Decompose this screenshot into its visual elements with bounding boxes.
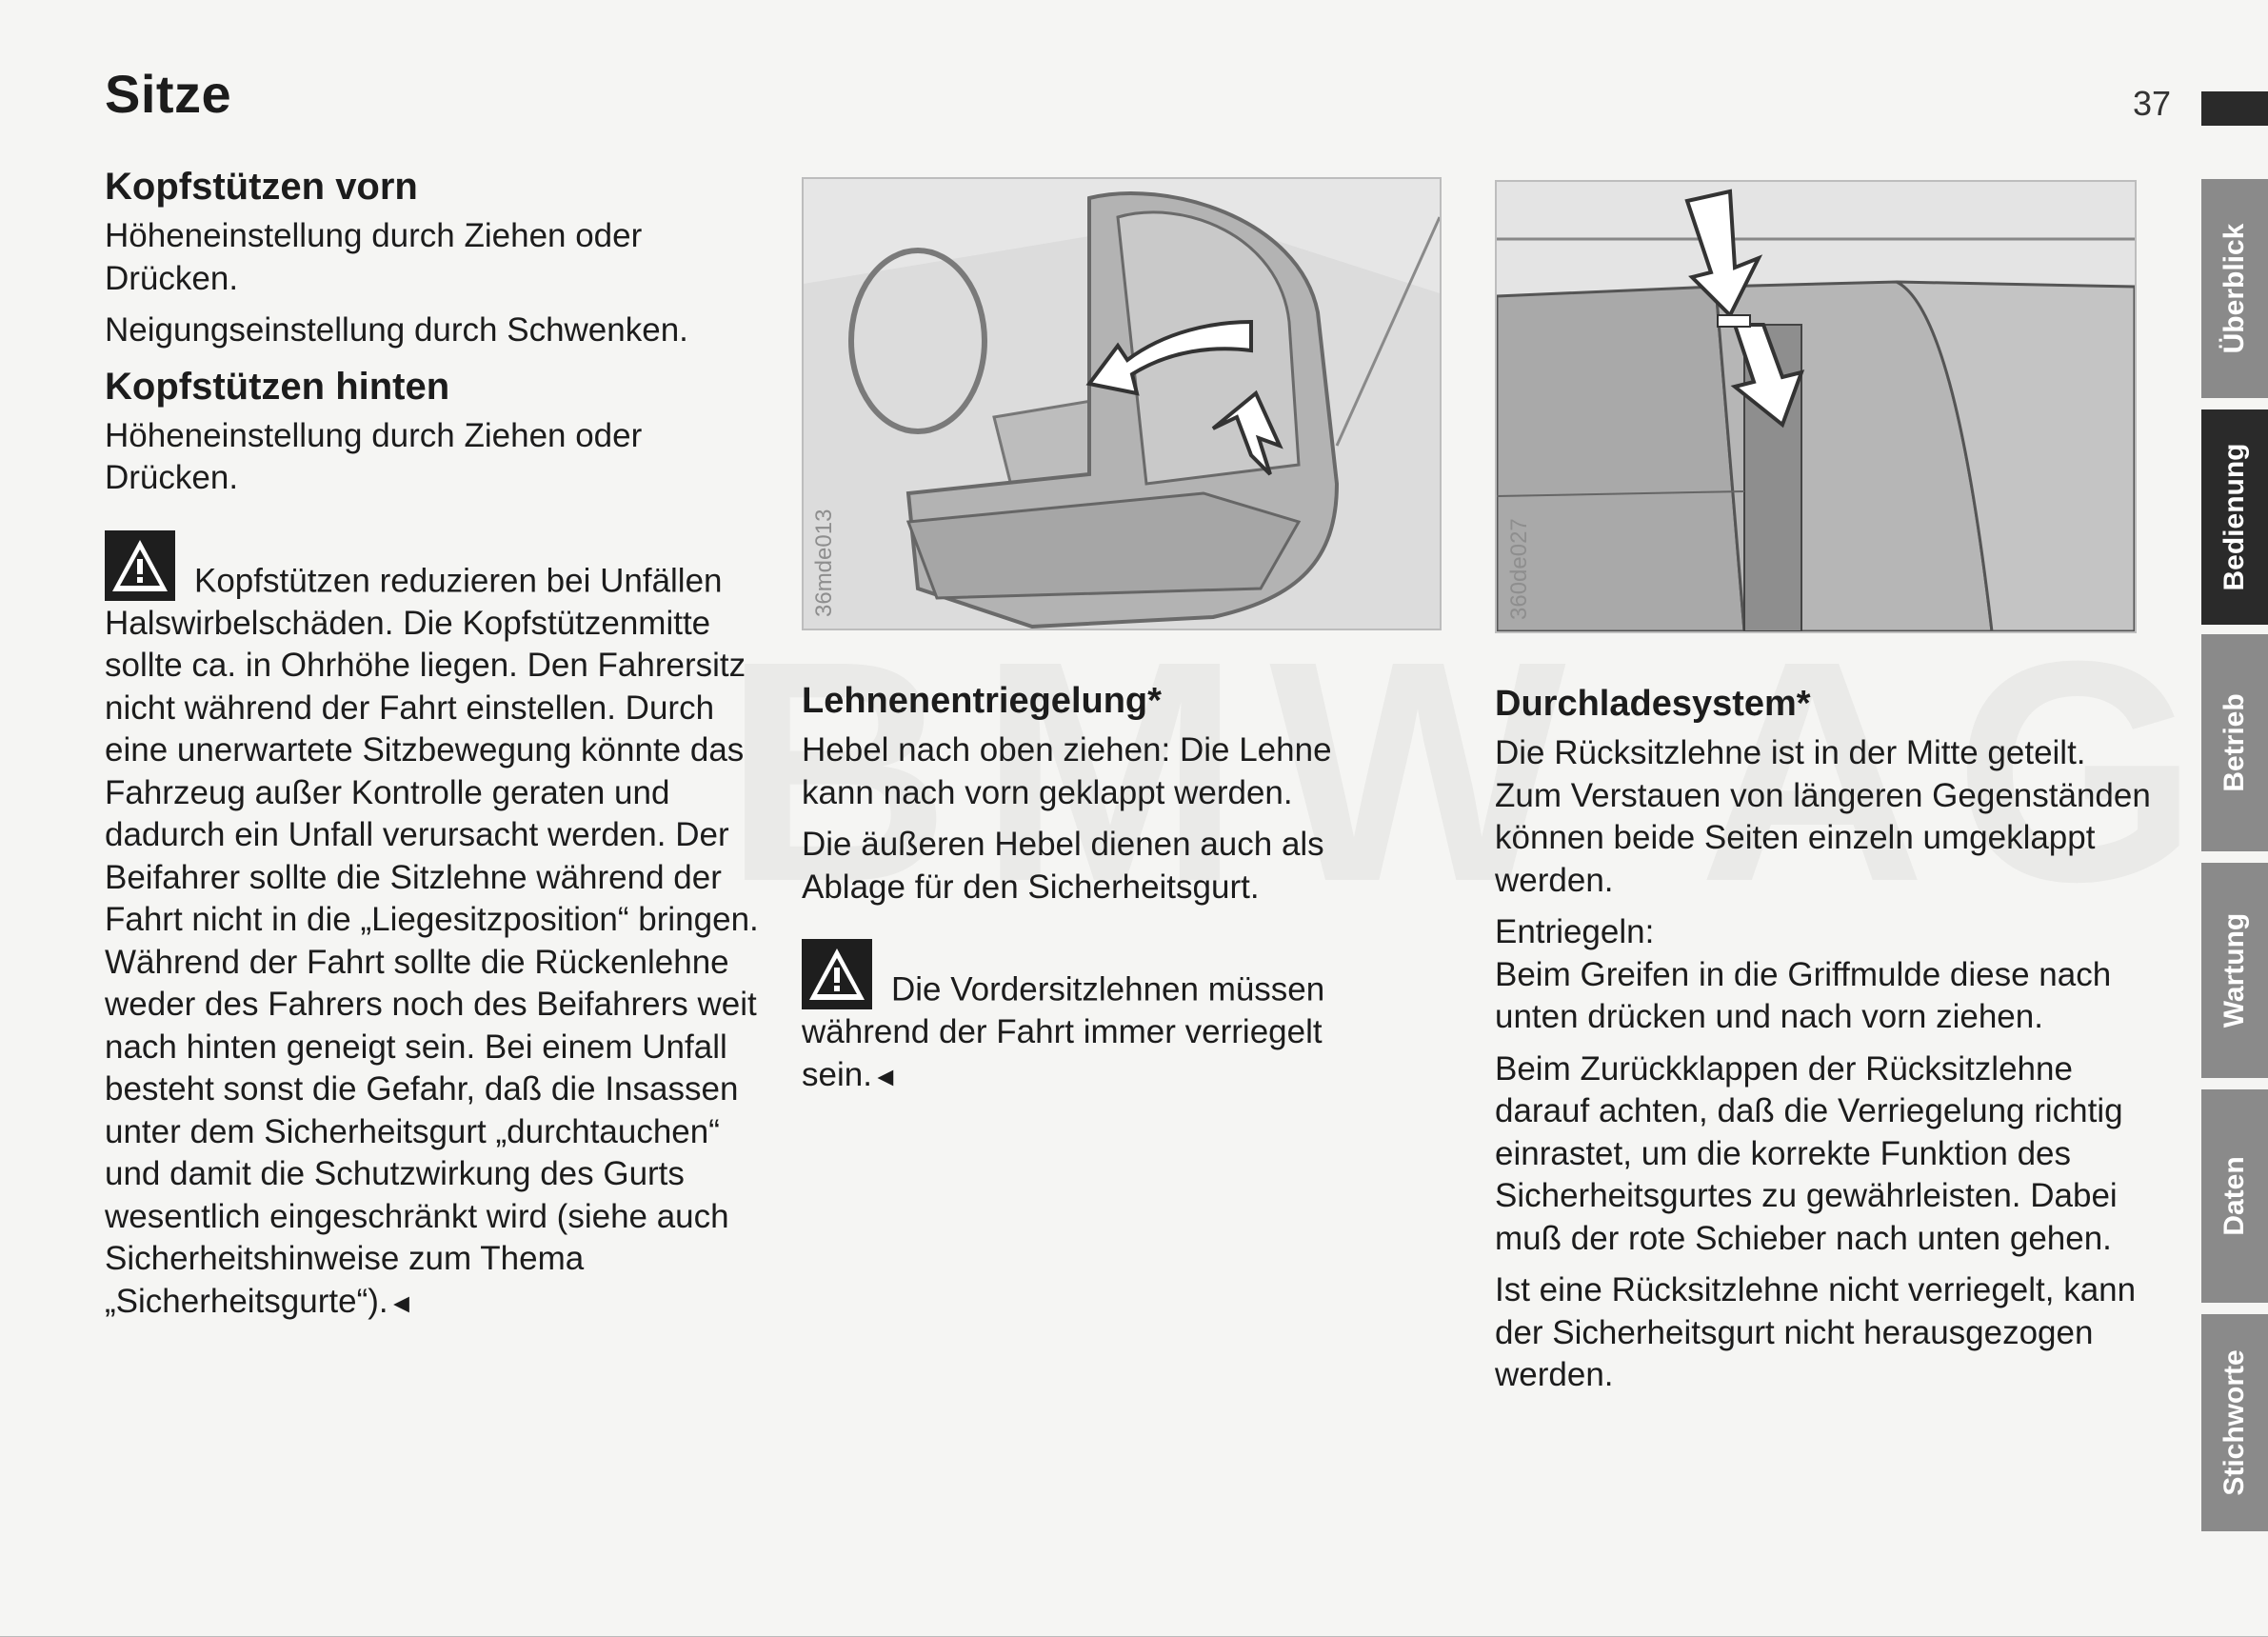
warning-backrest-text: Die Vordersitzlehnen müssen während der Fahrt immer verriegelt sein.	[802, 970, 1325, 1093]
tab-wartung[interactable]	[2201, 863, 2268, 1078]
warning-backrest	[802, 941, 1411, 1098]
heading-backrest-release: Lehnenentriegelung*	[802, 681, 1162, 721]
heading-rear-headrests: Kopfstützen hinten	[105, 365, 450, 408]
tab-label: Stichworte	[2218, 1349, 2250, 1496]
paragraph-front-height: Höheneinstellung durch Ziehen oder Drücken.	[105, 217, 643, 297]
heading-front-headrests: Kopfstützen vorn	[105, 166, 418, 208]
figure-rear-seat	[1495, 180, 2137, 633]
page-number: 37	[2133, 84, 2172, 123]
warning-triangle-icon	[105, 530, 175, 601]
paragraph-not-locked: Ist eine Rücksitzlehne nicht verriegelt, kann der Sicherheitsgurt nicht herausgezogen werden.	[1495, 1271, 2137, 1393]
paragraph-lever: Hebel nach oben ziehen: Die Lehne kann nach vorn geklappt werden.	[802, 731, 1332, 811]
figure-code: 36mde013	[811, 509, 837, 617]
heading-loading-system: Durchladesystem*	[1495, 684, 1811, 724]
tab-label: Wartung	[2218, 912, 2250, 1028]
paragraph-split: Die Rücksitzlehne ist in der Mitte geteilt. Zum Verstauen von längeren Gegenständen können beide Seiten einzeln umgeklappt werden.	[1495, 734, 2151, 899]
tab-bedienung[interactable]	[2201, 409, 2268, 625]
tab-label: Daten	[2218, 1156, 2250, 1236]
figure-code: 360de027	[1506, 518, 1532, 620]
rear-seat-illustration	[1497, 182, 2135, 631]
tab-ueberblick[interactable]	[2201, 179, 2268, 398]
column-backrest-release	[802, 676, 1411, 1108]
tab-label: Überblick	[2218, 223, 2250, 354]
page-title: Sitze	[105, 64, 232, 124]
end-mark-icon: ◄	[388, 1288, 415, 1318]
paragraph-rear-height: Höheneinstellung durch Ziehen oder Drücken.	[105, 416, 643, 496]
paragraph-release-label: Entriegeln:	[1495, 913, 1655, 950]
paragraph-outer-lever: Die äußeren Hebel dienen auch als Ablage für den Sicherheitsgurt.	[802, 826, 1324, 906]
column-headrests	[105, 162, 771, 1334]
column-loading-system	[1495, 679, 2161, 1407]
warning-triangle-icon	[802, 939, 872, 1009]
warning-headrests-text: Kopfstützen reduzieren bei Unfällen Halswirbelschäden. Die Kopfstützenmitte sollte ca. in Ohrhöhe liegen. Den Fahrersitz nicht während der Fahrt einstellen. Durch eine unerwartete Sitzbewegung könnte das Fahrzeug außer Kontrolle geraten und dadurch ein Unfall verursacht werden. Der Beifahrer sollte die Sitzlehne während der Fahrt nicht in die „Liegesitzposition“ bringen. Während der Fahrt sollte die Rückenlehne weder des Fahrers noch des Beifahrers weit nach hinten geneigt sein. Bei einem Unfall besteht sonst die Gefahr, daß die Insassen unter dem Sicherheitsgurt „durchtauchen“ und damit die Schutzwirkung des Gurts wesentlich eingeschränkt wird (siehe auch Sicherheitshinweise zum Thema „Sicherheitsgurte“).	[105, 562, 759, 1320]
figure-front-seat	[802, 177, 1442, 630]
page-marker	[2201, 91, 2268, 126]
paragraph-front-tilt: Neigungseinstellung durch Schwenken.	[105, 311, 688, 349]
paragraph-release-steps: Beim Greifen in die Griffmulde diese nach unten drücken und nach vorn ziehen.	[1495, 955, 2112, 1035]
paragraph-fold-back: Beim Zurückklappen der Rücksitzlehne darauf achten, daß die Verriegelung richtig einrastet, um die korrekte Funktion des Sicherheitsgurtes zu gewährleisten. Dabei muß der rote Schieber nach unten gehen.	[1495, 1049, 2123, 1257]
tab-daten[interactable]	[2201, 1089, 2268, 1303]
front-seat-illustration	[804, 179, 1440, 629]
tab-label: Betrieb	[2218, 693, 2250, 792]
tab-stichworte[interactable]	[2201, 1314, 2268, 1531]
warning-headrests	[105, 532, 771, 1326]
tab-betrieb[interactable]	[2201, 634, 2268, 851]
end-mark-icon: ◄	[871, 1061, 899, 1091]
tab-label: Bedienung	[2218, 443, 2250, 591]
